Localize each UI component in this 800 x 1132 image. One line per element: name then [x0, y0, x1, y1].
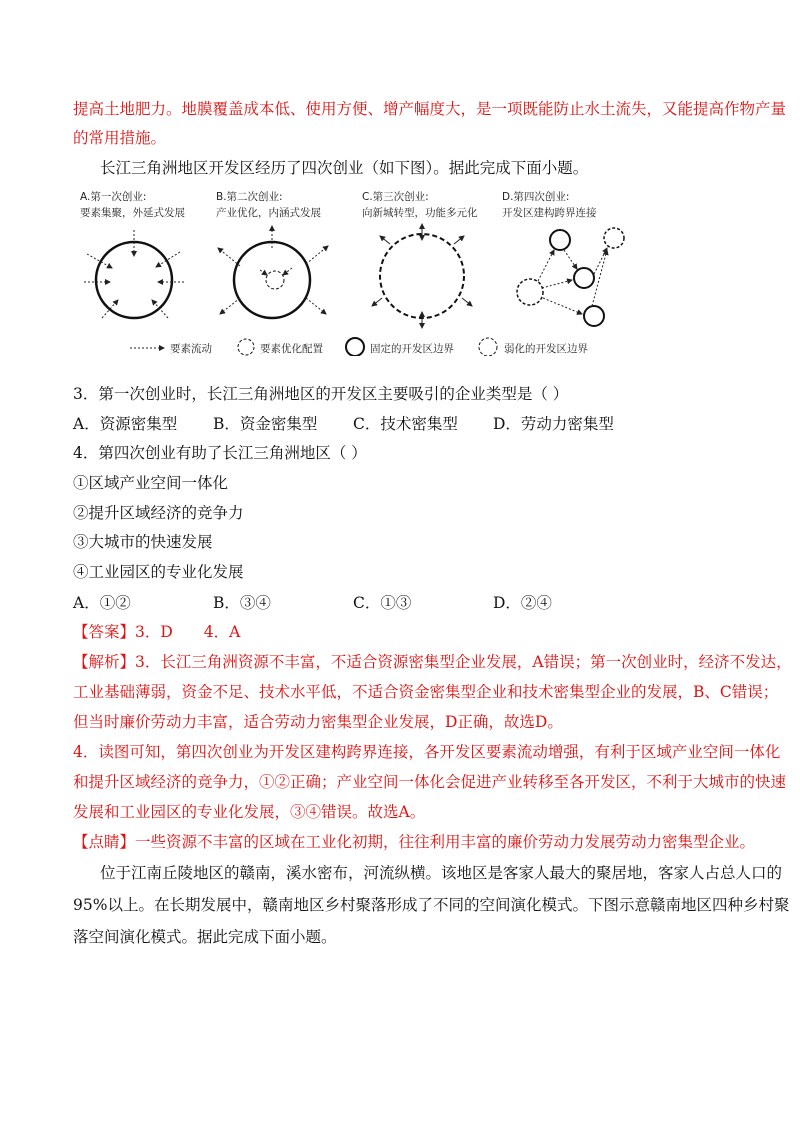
- panel-c-title: C.第三次创业:: [362, 191, 429, 203]
- q4-item-2: ②提升区域经济的竞争力: [73, 504, 244, 522]
- tip-text: 一些资源不丰富的区域在工业化初期，往往利用丰富的廉价劳动力发展劳动力密集型企业。: [135, 833, 756, 851]
- stem2-line-2: 95%以上。在长期发展中，赣南地区乡村聚落形成了不同的空间演化模式。下图示意赣南地区四种乡村聚: [73, 896, 790, 914]
- question-3: 3．第一次创业时，长江三角洲地区的开发区主要吸引的企业类型是（ ）: [73, 385, 569, 403]
- q4-option-b[interactable]: B．③④: [213, 594, 271, 612]
- development-zone-figure: [72, 186, 632, 356]
- figure-legend: [130, 338, 588, 356]
- q3-option-b[interactable]: B．资金密集型: [213, 415, 318, 433]
- panel-a-sub: 要素集聚，外延式发展: [80, 207, 185, 219]
- q3-option-d[interactable]: D．劳动力密集型: [493, 415, 614, 433]
- q4-item-4: ④工业园区的专业化发展: [73, 563, 244, 581]
- analysis-text-1: 3．长江三角洲资源不丰富，不适合资源密集型企业发展，A错误；第一次创业时，经济不发达，: [135, 653, 792, 671]
- question-4: 4．第四次创业有助了长江三角洲地区（ ）: [73, 444, 367, 462]
- legend-weak-boundary: 弱化的开发区边界: [504, 343, 588, 355]
- intro-line-2: 的常用措施。: [73, 129, 167, 147]
- panel-b-title: B.第二次创业:: [216, 191, 283, 203]
- analysis-line-3: 但当时廉价劳动力丰富，适合劳动力密集型企业发展，D正确，故选D。: [73, 713, 563, 731]
- answer-tag: 【答案】: [73, 623, 136, 641]
- question-3-options: [73, 412, 733, 434]
- panel-c-sub: 向新城转型，功能多元化: [362, 207, 478, 219]
- analysis-line-5: 和提升区域经济的竞争力，①②正确；产业空间一体化会促进产业转移至各开发区，不利于大城市的快速: [73, 773, 787, 791]
- q4-item-1: ①区域产业空间一体化: [73, 474, 229, 492]
- analysis-line-2: 工业基础薄弱，资金不足、技术水平低，不适合资金密集型企业和技术密集型企业的发展，B、C错误；: [73, 683, 779, 701]
- panel-c-diagram: [372, 224, 472, 328]
- question-stem-1: 长江三角洲地区开发区经历了四次创业（如下图）。据此完成下面小题。: [100, 159, 589, 177]
- intro-line-1: 提高土地肥力。地膜覆盖成本低、使用方便、增产幅度大，是一项既能防止水土流失，又能提高作物产量: [73, 100, 787, 118]
- tip-line: [73, 831, 756, 853]
- q4-option-c[interactable]: C．①③: [353, 594, 412, 612]
- analysis-line-1: [73, 651, 792, 673]
- answer-text: 3．D 4．A: [135, 623, 241, 641]
- panel-a-title: A.第一次创业:: [80, 191, 147, 203]
- legend-flow: 要素流动: [170, 343, 212, 355]
- panel-d-sub: 开发区建构跨界连接: [502, 207, 597, 219]
- analysis-tag: 【解析】: [73, 653, 136, 671]
- answer-line: [73, 621, 733, 643]
- panel-b-diagram: [218, 226, 328, 318]
- legend-optimize: 要素优化配置: [260, 343, 323, 355]
- legend-fixed-boundary: 固定的开发区边界: [370, 343, 454, 355]
- analysis-line-4: 4．读图可知，第四次创业为开发区建构跨界连接，各开发区要素流动增强，有利于区域产业空间一体化: [73, 743, 781, 761]
- q4-option-d[interactable]: D．②④: [493, 594, 552, 612]
- stem2-line-3: 落空间演化模式。据此完成下面小题。: [73, 928, 337, 946]
- question-4-options: [73, 591, 733, 613]
- panel-a-diagram: [84, 230, 184, 318]
- analysis-line-6: 发展和工业园区的专业化发展，③④错误。故选A。: [73, 803, 426, 821]
- tip-tag: 【点睛】: [73, 833, 136, 851]
- q3-option-c[interactable]: C．技术密集型: [353, 415, 458, 433]
- panel-b-sub: 产业优化，内涵式发展: [216, 207, 321, 219]
- panel-d-diagram: [517, 228, 624, 326]
- q4-option-a[interactable]: A．①②: [73, 594, 131, 612]
- q3-option-a[interactable]: A．资源密集型: [73, 415, 178, 433]
- panel-d-title: D.第四次创业:: [502, 191, 570, 203]
- q4-item-3: ③大城市的快速发展: [73, 533, 213, 551]
- stem2-line-1: 位于江南丘陵地区的赣南，溪水密布，河流纵横。该地区是客家人最大的聚居地，客家人占总人口的: [100, 864, 783, 882]
